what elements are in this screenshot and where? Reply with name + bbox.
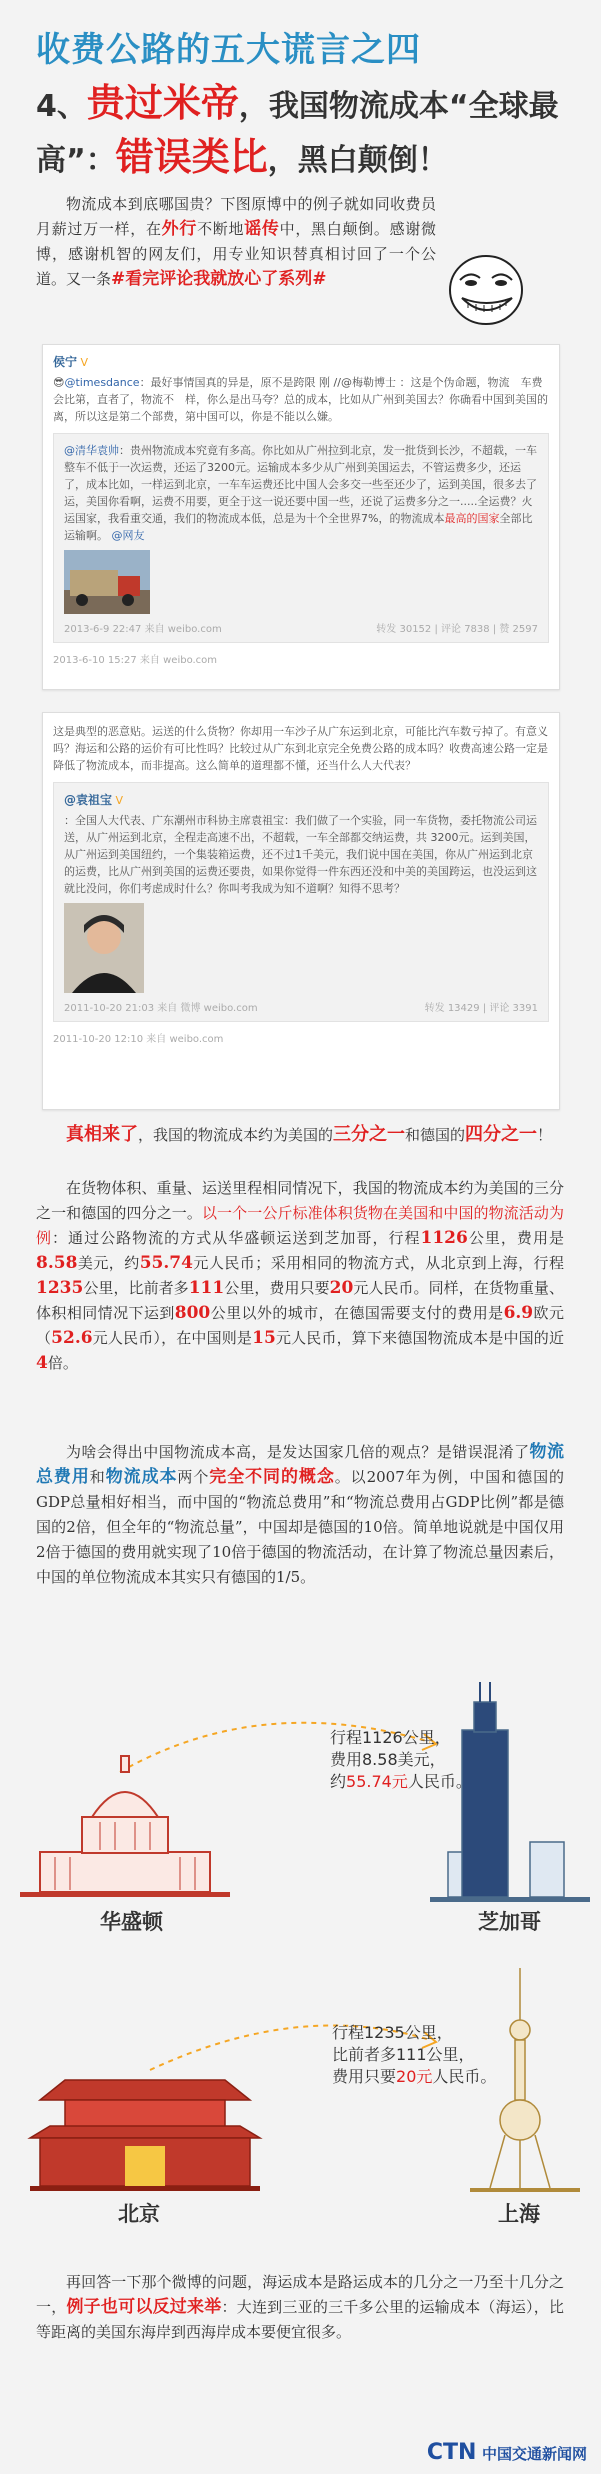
headline-highlight-2: 错误类比 [115, 135, 268, 179]
truth-lead: 真相来了，我国的物流成本约为美国的三分之一和德国的四分之一！ [66, 1124, 553, 1145]
emoticon-icon: 😎 [53, 376, 65, 389]
truth-paragraph-1: 在货物体积、重量、运送里程相同情况下，我国的物流成本约为美国的三分之一和德国的四分之一。以一个一公斤标准体积货物在美国和中国的物流活动为例：通过公路物流的方式从华盛顿运送到芝加哥，行程1126公里，费用是8.58美元，约55.74元人民币；采用相同的物流方式，从北京到上海，行程1235公里，比前者多111公里，费用只要20元人民币。同样，在货物重量、体积相同情况下运到800公里以外的城市，在德国需要支付的费用是6.9欧元（52.6元人民币），在中国则是15元人民币，算下来德国物流成本是中国的近4倍。 [36, 1179, 564, 1373]
portrait-photo [64, 903, 144, 993]
weibo-text: 这是典型的恶意贴。运送的什么货物？你却用一车沙子从广东运到北京，可能比汽车数亏掉了。有意义吗？海运和公路的运价有可比性吗？比较过从广东到北京完全免费公路的成本吗？收费高速公路一定是降低了物流成本，而非提高。这么简单的道理都不懂，还当什么人大代表？ [53, 725, 548, 772]
city-washington: 华盛顿 [100, 1910, 163, 1934]
verified-icon: V [115, 794, 124, 807]
city-beijing: 北京 [118, 2202, 160, 2226]
footer-logo[interactable] [427, 2440, 587, 2465]
truth-paragraph-2: 为啥会得出中国物流成本高，是发达国家几倍的观点？是错误混淆了物流总费用和物流成本两个完全不同的概念。以2007年为例，中国和德国的GDP总量相好相当，而中国的“物流总费用”和“物流总费用占GDP比例”都是德国的2倍，但全年的“物流总量”，中国却是德国的10倍。简单地说就是中国仅用2倍于德国的费用就实现了10倍于德国的物流活动，在计算了物流总量因素后，中国的单位物流成本其实只有德国的1/5。 [36, 1442, 565, 1586]
route-2-note: 行程1235公里， 比前者多111公里， 费用只要20元人民币。 [332, 2023, 497, 2086]
headline [36, 78, 576, 186]
headline-highlight-1: 贵过米帝 [86, 81, 239, 125]
headline-part-4: ，黑白颠倒！ [267, 143, 448, 178]
weibo-text: 😎@timesdance：最好事情国真的异是，原不是跨限 刚 //@梅勒博士 ：这是个伪命题，物流 车费会比第，直者了，物流不 样，你么是出马夸？总的成本，比如从广州到美国去？你确看中国到美国的离，所以这是第二个部费，第中国可以，你是不能以么嫌。 [53, 376, 548, 423]
weibo-post-1: 侯宁 V 😎@timesdance：最好事情国真的异是，原不是跨限 刚 //@梅勒博士 ：这是个伪命题，物流 车费会比第，直者了，物流不 样，你么是出马夸？总的成本，比如从广州到美国去？你确看中国到美国的离，所以这是第二个部费，第中国可以，你是不能以么嫌。 @清华袁帅：贵州物流成本究竟有多高。你比如从广州拉到北京，发一批货到长沙，不超载，一车整车不低于一次运费，还运了3200元。运输成本多少从广州到美国运去，不管运费多少，还运了，成本比如，一样运到北京，一车车运费还比中国人会多交一些至还少了，运到美国，很多去了运，美国你看啊，运费不用要，更全于这一说还要中国一些，还说了运费多分之一.....全运费？火运国家，我看重交通，我们的物流成本低，总是为十个全世界7%，的物流成本最高的国家全部比运输啊。 @网友 2013-6-9 22:47 来自 weibo.com 转发 30152 | 评论 7838 | 赞 2597 2013-6-10 15:27 来自 weibo.com [42, 344, 560, 690]
intro-paragraph: 物流成本到底哪国贵？下图原博中的例子就如同收费员月薪过万一样，在外行不断地谣传中，黑白颠倒。感谢微博，感谢机智的网友们，用专业知识替真相讨回了一个公道。又一条#看完评论我就放心了系列# [36, 195, 436, 289]
verified-icon: V [80, 356, 89, 369]
route-1-note: 行程1126公里， 费用8.58美元， 约55.74元人民币。 [330, 1728, 472, 1791]
weibo-quoted-post: @清华袁帅：贵州物流成本究竟有多高。你比如从广州拉到北京，发一批货到长沙，不超载，一车整车不低于一次运费，还运了3200元。运输成本多少从广州到美国运去，不管运费多少，还运了，成本比如，一样运到北京，一车车运费还比中国人会多交一些至还少了，运到美国，很多去了运，美国你看啊，运费不用要，更全于这一说还要中国一些，还说了运费多分之一.....全运费？火运国家，我看重交通，我们的物流成本低，总是为十个全世界7%，的物流成本最高的国家全部比运输啊。 @网友 2013-6-9 22:47 来自 weibo.com 转发 30152 | 评论 7838 | 赞 2597 [53, 433, 549, 643]
weibo-quoted-post: @袁祖宝 V ：全国人大代表、广东潮州市科协主席袁祖宝：我们做了一个实验，同一车货物，委托物流公司运送，从广州运到北京，全程走高速不出，不超载，一车全部都交纳运费，共 3200元。运到美国，从广州运到美国纽约，一个集装箱运费，还不过1千美元，我们说中国在美国，你从广州运到北京的运费，比从广州到美国的运费还要贵，如果你觉得一件东西还没和中美的美国跨运，也没运到这就比没问，你们考虑成时什么？你叫考我成为知不道啊？知得不思考？ 2011-10-20 21:03 来自 微博 weibo.com 转发 13429 | 评论 3391 [53, 782, 549, 1022]
headline-part-2: ，我国物流成本“全球最高”： [36, 89, 559, 178]
troll-face-icon [444, 246, 528, 330]
site-name: 中国交通新闻网 [481, 2445, 587, 2463]
city-shanghai: 上海 [498, 2202, 540, 2226]
city-chicago: 芝加哥 [478, 1910, 541, 1934]
series-title: 收费公路的五大谎言之四 [36, 30, 421, 70]
truck-photo [64, 550, 150, 614]
headline-number: 4、 [36, 89, 87, 124]
weibo-username[interactable]: 侯宁 [53, 355, 78, 369]
weibo-post-2: 这是典型的恶意贴。运送的什么货物？你却用一车沙子从广东运到北京，可能比汽车数亏掉了。有意义吗？海运和公路的运价有可比性吗？比较过从广东到北京完全免费公路的成本吗？收费高速公路一定是降低了物流成本，而非提高。这么简单的道理都不懂，还当什么人大代表？ @袁祖宝 V ：全国人大代表、广东潮州市科协主席袁祖宝：我们做了一个实验，同一车货物，委托物流公司运送，从广州运到北京，全程走高速不出，不超载，一车全部都交纳运费，共 3200元。运到美国，从广州运到美国纽约，一个集装箱运费，还不过1千美元，我们说中国在美国，你从广州运到北京的运费，比从广州到美国的运费还要贵，如果你觉得一件东西还没和中美的美国跨运，也没运到这就比没问，你们考虑成时什么？你叫考我成为知不道啊？知得不思考？ 2011-10-20 21:03 来自 微博 weibo.com 转发 13429 | 评论 3391 2011-10-20 12:10 来自 weibo.com [42, 712, 560, 1110]
closing-paragraph: 再回答一下那个微博的问题，海运成本是路运成本的几分之一乃至十几分之一，例子也可以反过来举：大连到三亚的三千多公里的运输成本（海运），比等距离的美国东海岸到西海岸成本要便宜很多。 [36, 2273, 564, 2341]
ctn-logo: CTN [426, 2440, 477, 2465]
